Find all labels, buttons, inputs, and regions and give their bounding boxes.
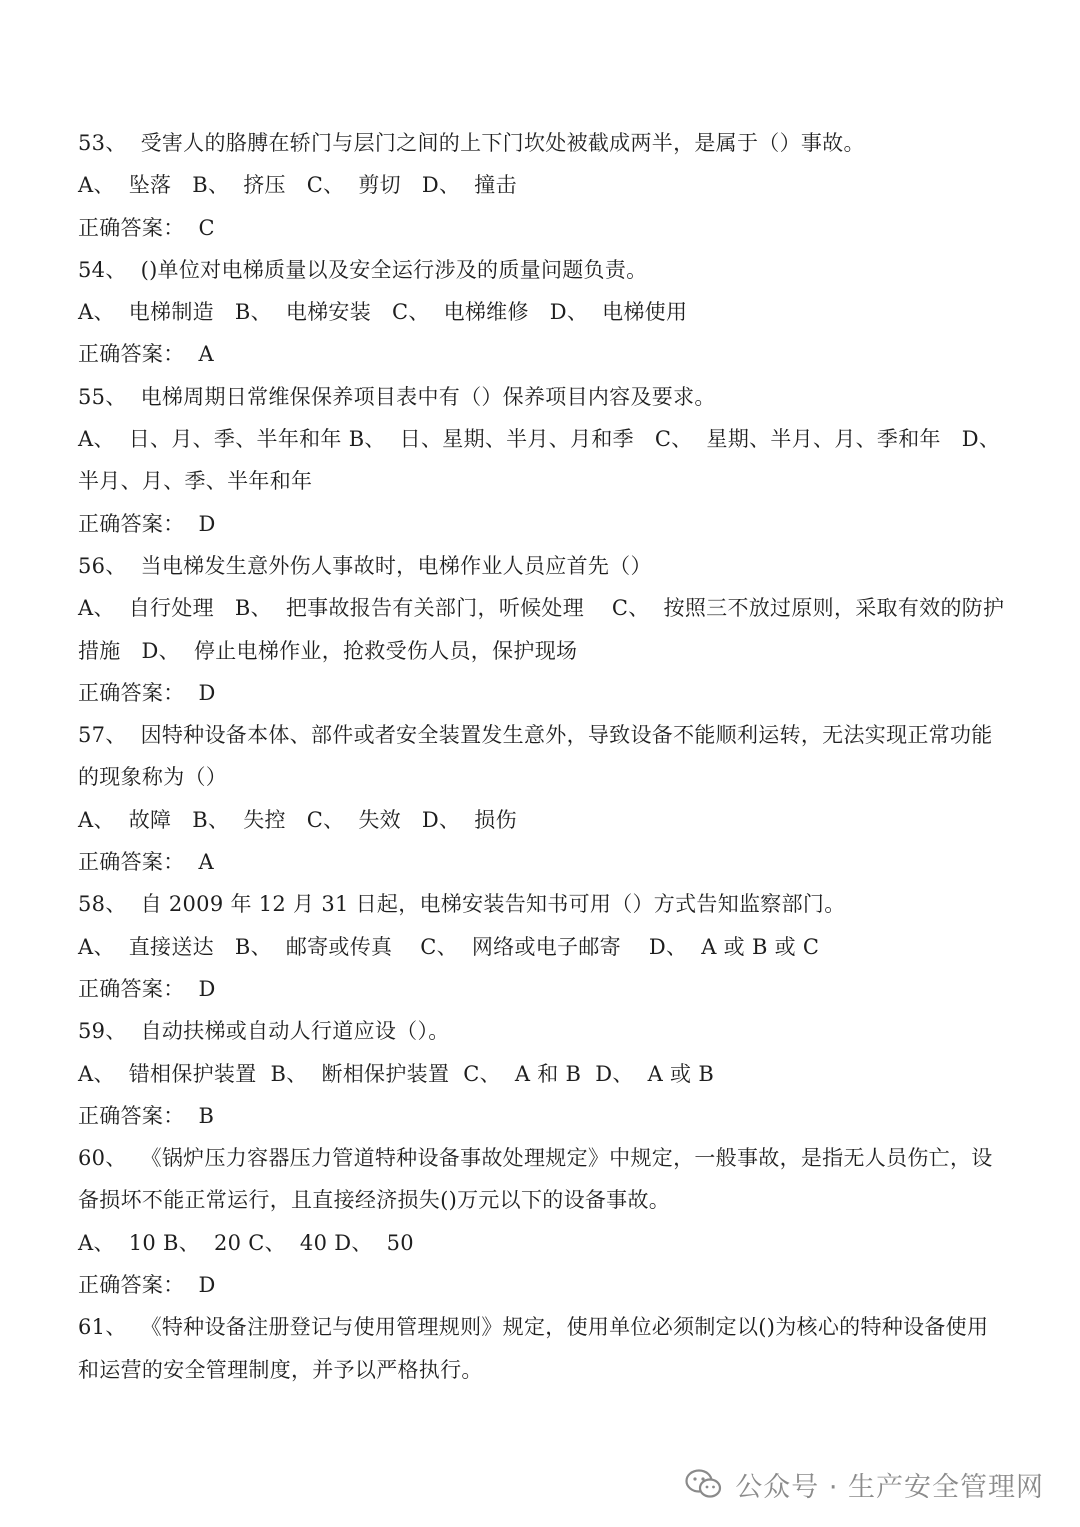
answer-57: 正确答案： A <box>78 850 214 875</box>
options-59: A、 错相保护装置 B、 断相保护装置 C、 A 和 B D、 A 或 B <box>78 1061 715 1086</box>
question-61: 61、 《特种设备注册登记与使用管理规则》规定，使用单位必须制定以()为核心的特种设备使用 <box>78 1315 989 1340</box>
question-55: 55、 电梯周期日常维保保养项目表中有（）保养项目内容及要求。 <box>78 384 716 409</box>
question-58: 58、 自 2009 年 12 月 31 日起，电梯安装告知书可用（）方式告知监察部门。 <box>78 892 846 917</box>
question-61-cont: 和运营的安全管理制度，并予以严格执行。 <box>78 1357 483 1382</box>
question-60: 60、 《锅炉压力容器压力管道特种设备事故处理规定》中规定，一般事故，是指无人员伤亡，设 <box>78 1146 993 1171</box>
answer-59: 正确答案： B <box>78 1103 215 1128</box>
options-60: A、 10 B、 20 C、 40 D、 50 <box>78 1230 414 1255</box>
answer-53: 正确答案： C <box>78 215 215 240</box>
document-body <box>78 122 1008 1391</box>
answer-54: 正确答案： A <box>78 342 214 367</box>
answer-56: 正确答案： D <box>78 680 216 705</box>
options-56: A、 自行处理 B、 把事故报告有关部门，听候处理 C、 按照三不放过原则，采取有效的防护 <box>78 596 1005 621</box>
question-54: 54、 ()单位对电梯质量以及安全运行涉及的质量问题负责。 <box>78 257 648 282</box>
question-56: 56、 当电梯发生意外伤人事故时，电梯作业人员应首先（） <box>78 553 652 578</box>
question-60-cont: 备损坏不能正常运行，且直接经济损失()万元以下的设备事故。 <box>78 1188 671 1213</box>
wechat-icon <box>685 1468 723 1500</box>
question-57: 57、 因特种设备本体、部件或者安全装置发生意外，导致设备不能顺利运转，无法实现正常功能 <box>78 723 993 748</box>
answer-60: 正确答案： D <box>78 1273 216 1298</box>
options-55-cont: 半月、月、季、半年和年 <box>78 469 313 494</box>
watermark <box>685 1458 1044 1510</box>
watermark-text: 公众号 · 生产安全管理网 <box>735 1471 1044 1503</box>
question-53: 53、 受害人的胳膊在轿门与层门之间的上下门坎处被截成两半，是属于（）事故。 <box>78 131 865 155</box>
options-56-cont: 措施 D、 停止电梯作业，抢救受伤人员，保护现场 <box>78 638 578 663</box>
question-57-cont: 的现象称为（） <box>78 765 228 790</box>
options-57: A、 故障 B、 失控 C、 失效 D、 损伤 <box>78 807 517 832</box>
options-53: A、 坠落 B、 挤压 C、 剪切 D、 撞击 <box>78 173 517 198</box>
options-55: A、 日、月、季、半年和年 B、 日、星期、半月、月和季 C、 星期、半月、月、季和年 D、 <box>78 427 1001 452</box>
answer-55: 正确答案： D <box>78 511 216 536</box>
question-59: 59、 自动扶梯或自动人行道应设（）。 <box>78 1019 450 1044</box>
answer-58: 正确答案： D <box>78 976 216 1001</box>
options-54: A、 电梯制造 B、 电梯安装 C、 电梯维修 D、 电梯使用 <box>78 300 688 325</box>
options-58: A、 直接送达 B、 邮寄或传真 C、 网络或电子邮寄 D、 A 或 B 或 C <box>78 934 820 959</box>
